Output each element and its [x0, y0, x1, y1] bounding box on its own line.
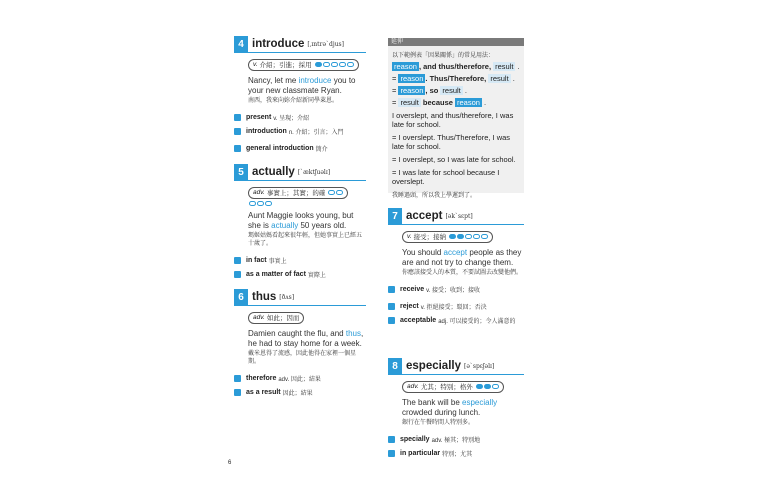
related-word: in fact 事實上 [234, 256, 366, 265]
entry-number: 6 [234, 289, 248, 305]
level-dots [248, 201, 366, 206]
phonetic: [ðʌs] [279, 293, 295, 301]
pattern-line: = reason . Thus/Therefore, result . [392, 74, 515, 83]
phonetic: [ˌɪntrəˋdjus] [307, 40, 344, 48]
definition-pill [248, 187, 348, 199]
related-word: as a result 因此；結果 [234, 388, 366, 397]
synonym-icon [388, 286, 395, 293]
highlight-word: thus [345, 329, 361, 338]
pos-label: v. [253, 61, 258, 68]
example-translation: 我睡過頭，所以我上學遲到了。 [392, 193, 477, 199]
pos-label: adv. [407, 383, 419, 390]
level-dots [448, 234, 488, 239]
entry-accept [388, 208, 524, 325]
definition: 事實上；其實；的確 [266, 190, 326, 197]
example-translation: 南西，我來向妳介紹新同學萊恩。 [248, 98, 339, 104]
headword: especially [406, 360, 461, 372]
phonetic: [əkˋsɛpt] [445, 212, 473, 220]
synonym-icon [234, 257, 241, 264]
derivative-icon [388, 436, 395, 443]
highlight-word: actually [271, 221, 299, 230]
highlight-word: introduce [298, 76, 332, 85]
related-word: therefore adv. 因此；結果 [234, 374, 366, 383]
derivative-icon [234, 128, 241, 135]
example-line: I overslept, and thus/therefore, I was late for school. [392, 111, 514, 129]
definition: 尤其；特別；格外 [420, 384, 473, 391]
pattern-line: = result because reason . [392, 98, 487, 107]
example-sentence: The bank will be especially crowded during lunch. [402, 398, 498, 417]
example-translation: 你應該接受人的本質，不要試圖去改變他們。 [402, 270, 523, 276]
pattern-line: = reason , so result . [392, 86, 467, 95]
level-dots [475, 384, 499, 389]
entry-especially [388, 358, 524, 458]
related-word: acceptable adj. 可以接受的；令人滿意的 [388, 316, 524, 325]
example-sentence: Aunt Maggie looks young, but she is actually 50 years old. [248, 211, 354, 230]
example-translation: 瑪姬姑媽看起來很年輕，但她事實上已經五十歲了。 [248, 233, 363, 247]
synonym-icon [234, 114, 241, 121]
grammar-note-box [388, 38, 524, 199]
example-line: = I overslept. Thus/Therefore, I was late for school. [392, 133, 511, 151]
related-word: as a matter of fact 實際上 [234, 270, 366, 279]
antonym-icon [388, 303, 395, 310]
related-word: reject v. 拒絕接受；駁回；否決 [388, 302, 524, 311]
phonetic: [ˋæktʃuəlɪ] [297, 168, 331, 176]
phrase-icon [234, 145, 241, 152]
pos-label: adv. [253, 189, 265, 196]
definition: 如此；因而 [266, 315, 300, 322]
headword: accept [406, 210, 443, 222]
headword-bar [388, 208, 524, 225]
headword-bar [388, 358, 524, 375]
headword: actually [252, 166, 295, 178]
pos-label: v. [407, 233, 412, 240]
level-dots [314, 62, 354, 67]
example-translation: 戴米恩得了流感，因此他得在家裡一個星期。 [248, 351, 357, 365]
related-word: general introduction 簡介 [234, 144, 366, 153]
synonym-icon [234, 271, 241, 278]
example-sentence: You should accept people as they are and not try to change them. [402, 248, 522, 267]
definition-pill [248, 59, 359, 71]
highlight-word: especially [462, 398, 498, 407]
related-word: present v. 呈現；介紹 [234, 113, 366, 122]
headword-bar [234, 164, 366, 181]
example-sentence: Damien caught the flu, and thus, he had to stay home for a week. [248, 329, 364, 348]
example-line: = I was late for school because I overslept. [392, 168, 500, 186]
headword-bar [234, 36, 366, 53]
definition-pill [402, 231, 493, 243]
example-line: = I overslept, so I was late for school. [392, 155, 516, 164]
related-word: specially adv. 極其；特別地 [388, 435, 524, 444]
page-number: 6 [228, 460, 232, 466]
entry-number: 7 [388, 208, 402, 224]
related-word: receive v. 接受；收到；接收 [388, 285, 524, 294]
example-translation: 銀行在午餐時間人特別多。 [402, 420, 475, 426]
pos-label: adv. [253, 314, 265, 321]
synonym-icon [234, 375, 241, 382]
highlight-word: accept [443, 248, 468, 257]
note-heading: 延伸 [388, 38, 524, 46]
definition: 接受；接納 [413, 234, 447, 241]
definition-pill [402, 381, 504, 393]
entry-number: 5 [234, 164, 248, 180]
entry-introduce [234, 36, 366, 153]
synonym-icon [388, 450, 395, 457]
related-word: introduction n. 介紹；引言；入門 [234, 127, 366, 136]
entry-actually [234, 164, 366, 279]
entry-number: 4 [234, 36, 248, 52]
synonym-icon [234, 389, 241, 396]
pattern-line: reason , and thus/therefore, result . [394, 62, 520, 71]
level-dots [327, 190, 343, 195]
derivative-icon [388, 317, 395, 324]
example-sentence: Nancy, let me introduce you to your new classmate Ryan. [248, 76, 356, 95]
definition-pill [248, 312, 304, 324]
note-intro: 以下範例表「因果關係」的常見用法： [392, 53, 495, 59]
headword: thus [252, 291, 277, 303]
related-word: in particular 特別；尤其 [388, 449, 524, 458]
definition: 介紹；引進；採用 [259, 62, 312, 69]
entry-number: 8 [388, 358, 402, 374]
headword-bar [234, 289, 366, 306]
headword: introduce [252, 38, 305, 50]
entry-thus [234, 289, 366, 397]
phonetic: [əˋspɛʃəlɪ] [463, 362, 495, 370]
